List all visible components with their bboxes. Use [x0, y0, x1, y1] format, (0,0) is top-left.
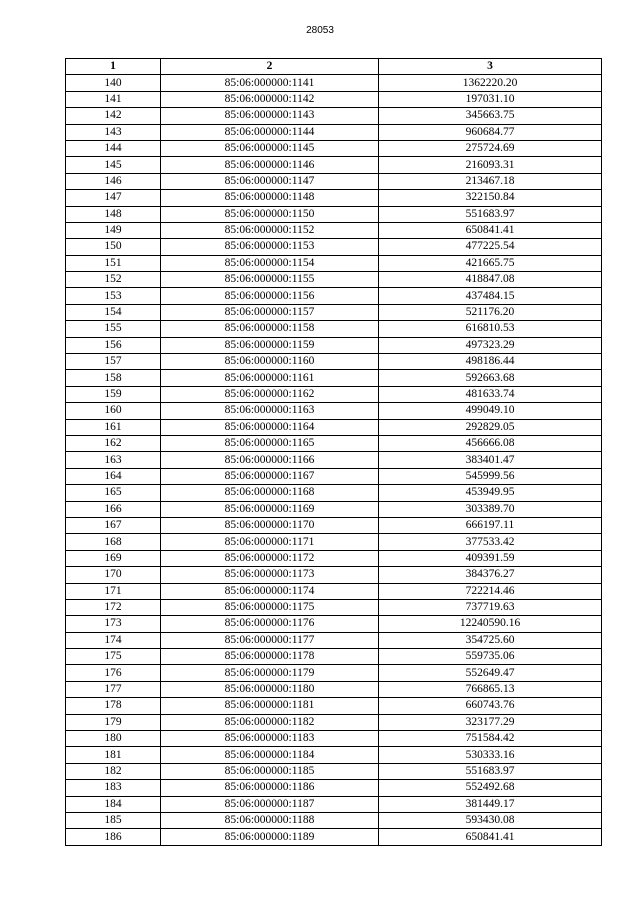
value-cell: 303389.70 [379, 501, 602, 517]
value-cell: 275724.69 [379, 140, 602, 156]
value-cell: 551683.97 [379, 763, 602, 779]
cadastral-number-cell: 85:06:000000:1184 [161, 747, 379, 763]
row-number-cell: 144 [66, 140, 161, 156]
row-number-cell: 150 [66, 239, 161, 255]
table-row [66, 681, 602, 697]
value-cell: 197031.10 [379, 91, 602, 107]
table-row [66, 435, 602, 451]
cadastral-number-cell: 85:06:000000:1173 [161, 567, 379, 583]
cadastral-number-cell: 85:06:000000:1177 [161, 632, 379, 648]
table-row [66, 812, 602, 828]
row-number-cell: 184 [66, 796, 161, 812]
row-number-cell: 153 [66, 288, 161, 304]
table-row [66, 632, 602, 648]
row-number-cell: 171 [66, 583, 161, 599]
cadastral-number-cell: 85:06:000000:1156 [161, 288, 379, 304]
table-row [66, 91, 602, 107]
table-row [66, 567, 602, 583]
value-cell: 552492.68 [379, 780, 602, 796]
table-row [66, 370, 602, 386]
cadastral-number-cell: 85:06:000000:1159 [161, 337, 379, 353]
row-number-cell: 161 [66, 419, 161, 435]
value-cell: 737719.63 [379, 599, 602, 615]
row-number-cell: 148 [66, 206, 161, 222]
cadastral-number-cell: 85:06:000000:1146 [161, 157, 379, 173]
table-row [66, 239, 602, 255]
column-header-2: 2 [161, 59, 379, 75]
value-cell: 345663.75 [379, 108, 602, 124]
table-row [66, 255, 602, 271]
table-row [66, 419, 602, 435]
row-number-cell: 152 [66, 272, 161, 288]
row-number-cell: 140 [66, 75, 161, 91]
value-cell: 650841.41 [379, 222, 602, 238]
cadastral-number-cell: 85:06:000000:1162 [161, 386, 379, 402]
row-number-cell: 185 [66, 812, 161, 828]
table-row [66, 222, 602, 238]
value-cell: 381449.17 [379, 796, 602, 812]
cadastral-number-cell: 85:06:000000:1169 [161, 501, 379, 517]
value-cell: 616810.53 [379, 321, 602, 337]
table-row [66, 649, 602, 665]
value-cell: 650841.41 [379, 829, 602, 845]
table-header [66, 59, 602, 75]
cadastral-number-cell: 85:06:000000:1160 [161, 354, 379, 370]
data-table [65, 58, 602, 846]
table-header-row [66, 59, 602, 75]
cadastral-number-cell: 85:06:000000:1163 [161, 403, 379, 419]
value-cell: 354725.60 [379, 632, 602, 648]
cadastral-number-cell: 85:06:000000:1152 [161, 222, 379, 238]
table-row [66, 714, 602, 730]
value-cell: 1362220.20 [379, 75, 602, 91]
cadastral-number-cell: 85:06:000000:1186 [161, 780, 379, 796]
cadastral-number-cell: 85:06:000000:1147 [161, 173, 379, 189]
value-cell: 383401.47 [379, 452, 602, 468]
row-number-cell: 176 [66, 665, 161, 681]
value-cell: 421665.75 [379, 255, 602, 271]
row-number-cell: 141 [66, 91, 161, 107]
row-number-cell: 173 [66, 616, 161, 632]
table-row [66, 173, 602, 189]
value-cell: 477225.54 [379, 239, 602, 255]
row-number-cell: 146 [66, 173, 161, 189]
value-cell: 322150.84 [379, 190, 602, 206]
value-cell: 453949.95 [379, 485, 602, 501]
value-cell: 545999.56 [379, 468, 602, 484]
value-cell: 666197.11 [379, 517, 602, 533]
table-row [66, 321, 602, 337]
value-cell: 960684.77 [379, 124, 602, 140]
value-cell: 660743.76 [379, 698, 602, 714]
row-number-cell: 149 [66, 222, 161, 238]
cadastral-number-cell: 85:06:000000:1188 [161, 812, 379, 828]
table-row [66, 452, 602, 468]
row-number-cell: 178 [66, 698, 161, 714]
row-number-cell: 177 [66, 681, 161, 697]
row-number-cell: 180 [66, 731, 161, 747]
cadastral-number-cell: 85:06:000000:1171 [161, 534, 379, 550]
table-row [66, 829, 602, 845]
table-row [66, 468, 602, 484]
table-row [66, 780, 602, 796]
cadastral-number-cell: 85:06:000000:1172 [161, 550, 379, 566]
table-row [66, 796, 602, 812]
cadastral-number-cell: 85:06:000000:1154 [161, 255, 379, 271]
table-row [66, 550, 602, 566]
row-number-cell: 174 [66, 632, 161, 648]
row-number-cell: 168 [66, 534, 161, 550]
value-cell: 751584.42 [379, 731, 602, 747]
cadastral-number-cell: 85:06:000000:1180 [161, 681, 379, 697]
table-row [66, 763, 602, 779]
cadastral-number-cell: 85:06:000000:1175 [161, 599, 379, 615]
value-cell: 418847.08 [379, 272, 602, 288]
table-row [66, 599, 602, 615]
cadastral-number-cell: 85:06:000000:1153 [161, 239, 379, 255]
table-row [66, 517, 602, 533]
value-cell: 592663.68 [379, 370, 602, 386]
row-number-cell: 166 [66, 501, 161, 517]
cadastral-number-cell: 85:06:000000:1168 [161, 485, 379, 501]
row-number-cell: 151 [66, 255, 161, 271]
table-body [66, 75, 602, 845]
cadastral-number-cell: 85:06:000000:1167 [161, 468, 379, 484]
cadastral-number-cell: 85:06:000000:1144 [161, 124, 379, 140]
value-cell: 384376.27 [379, 567, 602, 583]
table-row [66, 304, 602, 320]
row-number-cell: 145 [66, 157, 161, 173]
value-cell: 481633.74 [379, 386, 602, 402]
cadastral-number-cell: 85:06:000000:1158 [161, 321, 379, 337]
table-row [66, 386, 602, 402]
row-number-cell: 169 [66, 550, 161, 566]
row-number-cell: 175 [66, 649, 161, 665]
cadastral-number-cell: 85:06:000000:1148 [161, 190, 379, 206]
cadastral-number-cell: 85:06:000000:1142 [161, 91, 379, 107]
row-number-cell: 163 [66, 452, 161, 468]
cadastral-number-cell: 85:06:000000:1150 [161, 206, 379, 222]
cadastral-number-cell: 85:06:000000:1187 [161, 796, 379, 812]
row-number-cell: 156 [66, 337, 161, 353]
cadastral-number-cell: 85:06:000000:1189 [161, 829, 379, 845]
table-row [66, 354, 602, 370]
table-row [66, 534, 602, 550]
table-row [66, 698, 602, 714]
cadastral-number-cell: 85:06:000000:1155 [161, 272, 379, 288]
table-row [66, 616, 602, 632]
cadastral-number-cell: 85:06:000000:1164 [161, 419, 379, 435]
table-row [66, 190, 602, 206]
table-row [66, 140, 602, 156]
value-cell: 216093.31 [379, 157, 602, 173]
row-number-cell: 162 [66, 435, 161, 451]
row-number-cell: 167 [66, 517, 161, 533]
value-cell: 521176.20 [379, 304, 602, 320]
cadastral-number-cell: 85:06:000000:1181 [161, 698, 379, 714]
table-row [66, 337, 602, 353]
column-header-1: 1 [66, 59, 161, 75]
value-cell: 213467.18 [379, 173, 602, 189]
page-number: 28053 [306, 25, 334, 36]
table-row [66, 731, 602, 747]
value-cell: 377533.42 [379, 534, 602, 550]
cadastral-number-cell: 85:06:000000:1166 [161, 452, 379, 468]
cadastral-number-cell: 85:06:000000:1174 [161, 583, 379, 599]
row-number-cell: 142 [66, 108, 161, 124]
cadastral-number-cell: 85:06:000000:1161 [161, 370, 379, 386]
cadastral-number-cell: 85:06:000000:1141 [161, 75, 379, 91]
row-number-cell: 155 [66, 321, 161, 337]
cadastral-number-cell: 85:06:000000:1179 [161, 665, 379, 681]
table-row [66, 501, 602, 517]
row-number-cell: 182 [66, 763, 161, 779]
table-row [66, 665, 602, 681]
table-row [66, 583, 602, 599]
value-cell: 593430.08 [379, 812, 602, 828]
value-cell: 559735.06 [379, 649, 602, 665]
cadastral-number-cell: 85:06:000000:1170 [161, 517, 379, 533]
row-number-cell: 143 [66, 124, 161, 140]
cadastral-number-cell: 85:06:000000:1182 [161, 714, 379, 730]
row-number-cell: 179 [66, 714, 161, 730]
table-row [66, 288, 602, 304]
row-number-cell: 186 [66, 829, 161, 845]
table-row [66, 485, 602, 501]
value-cell: 499049.10 [379, 403, 602, 419]
table-row [66, 206, 602, 222]
value-cell: 292829.05 [379, 419, 602, 435]
value-cell: 552649.47 [379, 665, 602, 681]
value-cell: 498186.44 [379, 354, 602, 370]
row-number-cell: 157 [66, 354, 161, 370]
table-row [66, 75, 602, 91]
row-number-cell: 154 [66, 304, 161, 320]
value-cell: 12240590.16 [379, 616, 602, 632]
value-cell: 323177.29 [379, 714, 602, 730]
row-number-cell: 170 [66, 567, 161, 583]
table-row [66, 108, 602, 124]
cadastral-number-cell: 85:06:000000:1178 [161, 649, 379, 665]
value-cell: 766865.13 [379, 681, 602, 697]
cadastral-number-cell: 85:06:000000:1183 [161, 731, 379, 747]
cadastral-number-cell: 85:06:000000:1157 [161, 304, 379, 320]
cadastral-number-cell: 85:06:000000:1143 [161, 108, 379, 124]
row-number-cell: 158 [66, 370, 161, 386]
row-number-cell: 183 [66, 780, 161, 796]
cadastral-number-cell: 85:06:000000:1165 [161, 435, 379, 451]
table-row [66, 157, 602, 173]
value-cell: 437484.15 [379, 288, 602, 304]
row-number-cell: 181 [66, 747, 161, 763]
table-row [66, 124, 602, 140]
value-cell: 456666.08 [379, 435, 602, 451]
row-number-cell: 165 [66, 485, 161, 501]
row-number-cell: 147 [66, 190, 161, 206]
table-row [66, 403, 602, 419]
value-cell: 530333.16 [379, 747, 602, 763]
row-number-cell: 164 [66, 468, 161, 484]
table-row [66, 272, 602, 288]
cadastral-number-cell: 85:06:000000:1185 [161, 763, 379, 779]
column-header-3: 3 [379, 59, 602, 75]
cadastral-number-cell: 85:06:000000:1176 [161, 616, 379, 632]
row-number-cell: 159 [66, 386, 161, 402]
cadastral-number-cell: 85:06:000000:1145 [161, 140, 379, 156]
row-number-cell: 160 [66, 403, 161, 419]
value-cell: 722214.46 [379, 583, 602, 599]
value-cell: 409391.59 [379, 550, 602, 566]
row-number-cell: 172 [66, 599, 161, 615]
value-cell: 497323.29 [379, 337, 602, 353]
value-cell: 551683.97 [379, 206, 602, 222]
table-row [66, 747, 602, 763]
